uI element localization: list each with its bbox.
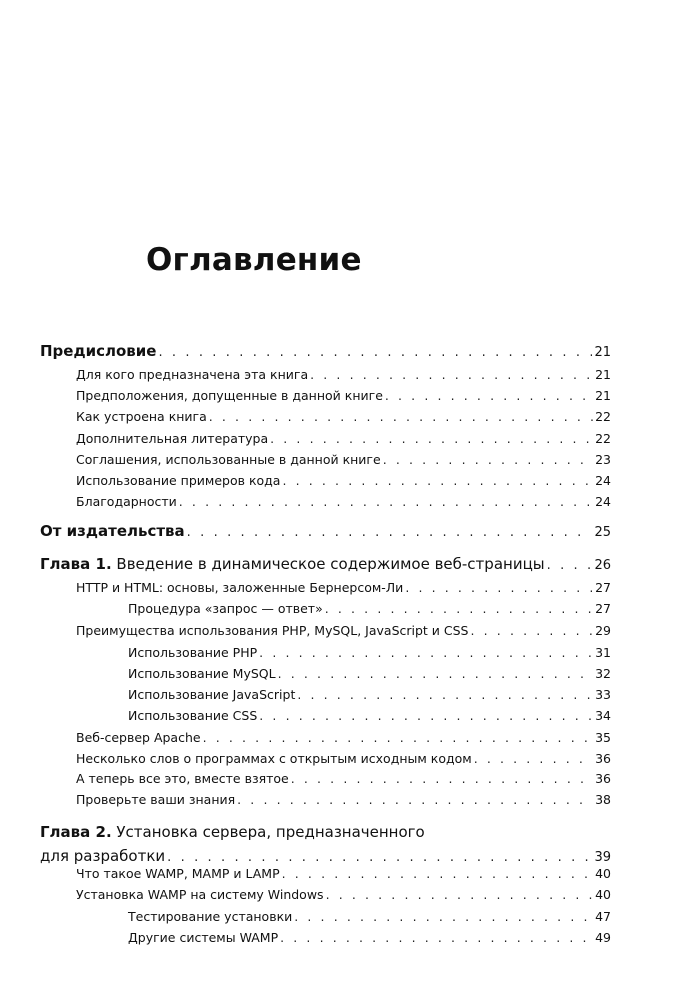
toc-entry-label: Использование CSS <box>128 708 258 723</box>
toc-leader-dots <box>280 930 593 945</box>
toc-leader-dots <box>237 792 593 807</box>
toc-entry[interactable] <box>76 866 611 881</box>
toc-page-number: 49 <box>595 930 611 945</box>
toc-page-number: 27 <box>595 601 611 616</box>
toc-entry[interactable] <box>76 792 611 807</box>
toc-entry[interactable] <box>128 601 611 616</box>
toc-leader-dots <box>325 601 593 616</box>
toc-entry-label: Соглашения, использованные в данной книге <box>76 452 381 467</box>
toc-leader-dots <box>179 494 593 509</box>
toc-page-number: 24 <box>595 473 611 488</box>
toc-entry[interactable] <box>128 708 611 723</box>
toc-entry-label: Использование примеров кода <box>76 473 281 488</box>
toc-page-number: 24 <box>595 494 611 509</box>
toc-leader-dots <box>167 850 592 865</box>
toc-entry-label: Использование JavaScript <box>128 687 296 702</box>
toc-page-number: 47 <box>595 909 611 924</box>
toc-page-number: 26 <box>594 558 611 573</box>
toc-leader-dots <box>270 431 593 446</box>
toc-entry-label: Тестирование установки <box>128 909 293 924</box>
toc-entry-label: Глава 1. Введение в динамическое содержимое веб-страницы <box>40 555 545 573</box>
toc-leader-dots <box>405 580 593 595</box>
toc-leader-dots <box>471 623 594 638</box>
toc-entry[interactable] <box>76 771 611 786</box>
toc-chapter-title-line1 <box>40 823 425 841</box>
toc-entry-label: для разработки <box>40 847 166 865</box>
toc-page-number: 23 <box>595 452 611 467</box>
toc-entry-label: Другие системы WAMP <box>128 930 279 945</box>
toc-leader-dots <box>282 473 593 488</box>
toc-entry-label: Процедура «запрос — ответ» <box>128 601 323 616</box>
toc-entry[interactable] <box>76 409 611 424</box>
toc-entry[interactable] <box>76 431 611 446</box>
toc-leader-dots <box>282 866 593 881</box>
toc-leader-dots <box>547 558 593 573</box>
toc-entry[interactable] <box>76 751 611 766</box>
toc-leader-dots <box>310 367 593 382</box>
toc-entry[interactable] <box>76 494 611 509</box>
toc-leader-dots <box>278 666 593 681</box>
toc-leader-dots <box>259 645 593 660</box>
toc-page-number: 25 <box>594 525 611 540</box>
toc-leader-dots <box>294 909 593 924</box>
toc-leader-dots <box>209 409 593 424</box>
toc-entry-label: Использование MySQL <box>128 666 276 681</box>
toc-page-number: 22 <box>595 431 611 446</box>
toc-entry[interactable] <box>40 342 611 360</box>
toc-page-number: 33 <box>595 687 611 702</box>
toc-entry-label: Предисловие <box>40 342 157 360</box>
toc-entry[interactable] <box>128 645 611 660</box>
toc-entry[interactable] <box>128 687 611 702</box>
toc-page-number: 32 <box>595 666 611 681</box>
toc-leader-dots <box>297 687 593 702</box>
toc-entry[interactable] <box>40 555 611 573</box>
toc-leader-dots <box>291 771 593 786</box>
toc-entry-label: Благодарности <box>76 494 177 509</box>
toc-entry-label: Установка WAMP на систему Windows <box>76 887 324 902</box>
toc-entry-label: Как устроена книга <box>76 409 207 424</box>
toc-chapter-label-line1: Установка сервера, предназначенного <box>111 823 425 841</box>
toc-entry-label: Проверьте ваши знания <box>76 792 236 807</box>
toc-entry-label: А теперь все это, вместе взятое <box>76 771 289 786</box>
toc-entry-label: От издательства <box>40 522 185 540</box>
toc-page-number: 27 <box>595 580 611 595</box>
toc-entry[interactable] <box>76 452 611 467</box>
toc-page-number: 22 <box>595 409 611 424</box>
toc-entry-label: Веб-сервер Apache <box>76 730 201 745</box>
toc-page-number: 31 <box>595 645 611 660</box>
toc-entry-label: Что такое WAMP, MAMP и LAMP <box>76 866 280 881</box>
toc-entry[interactable] <box>76 887 611 902</box>
toc-leader-dots <box>385 388 593 403</box>
toc-page-number: 29 <box>595 623 611 638</box>
toc-entry-label: HTTP и HTML: основы, заложенные Бернерсом-Ли <box>76 580 404 595</box>
page-title: Оглавление <box>146 242 362 278</box>
toc-entry-label: Преимущества использования PHP, MySQL, JavaScript и CSS <box>76 623 469 638</box>
toc-entry[interactable] <box>40 522 611 540</box>
toc-entry[interactable] <box>76 730 611 745</box>
toc-entry[interactable] <box>76 473 611 488</box>
toc-leader-dots <box>259 708 593 723</box>
toc-page-number: 35 <box>595 730 611 745</box>
toc-entry[interactable] <box>128 909 611 924</box>
toc-leader-dots <box>187 525 593 540</box>
toc-entry[interactable] <box>76 580 611 595</box>
toc-page-number: 21 <box>594 345 611 360</box>
toc-page-number: 36 <box>595 771 611 786</box>
toc-leader-dots <box>474 751 593 766</box>
toc-entry-label: Для кого предназначена эта книга <box>76 367 309 382</box>
toc-page-number: 39 <box>594 850 611 865</box>
toc-entry[interactable] <box>128 666 611 681</box>
toc-leader-dots <box>158 345 592 360</box>
toc-leader-dots <box>203 730 593 745</box>
toc-entry[interactable] <box>76 623 611 638</box>
toc-page-number: 38 <box>595 792 611 807</box>
toc-chapter-prefix: Глава 2. <box>40 823 112 841</box>
toc-page-number: 21 <box>595 367 611 382</box>
toc-chapter-prefix: Глава 1. <box>40 555 112 573</box>
toc-entry[interactable] <box>40 847 611 865</box>
toc-entry-label: Несколько слов о программах с открытым исходным кодом <box>76 751 472 766</box>
toc-page-number: 40 <box>595 887 611 902</box>
toc-entry[interactable] <box>76 388 611 403</box>
toc-page-number: 36 <box>595 751 611 766</box>
toc-leader-dots <box>383 452 593 467</box>
toc-page-number: 34 <box>595 708 611 723</box>
toc-page-number: 21 <box>595 388 611 403</box>
toc-entry[interactable] <box>76 367 611 382</box>
toc-page-number: 40 <box>595 866 611 881</box>
toc-entry-label: Дополнительная литература <box>76 431 269 446</box>
toc-leader-dots <box>326 887 593 902</box>
toc-entry-label: Предположения, допущенные в данной книге <box>76 388 383 403</box>
toc-entry[interactable] <box>128 930 611 945</box>
toc-entry-label: Использование PHP <box>128 645 258 660</box>
